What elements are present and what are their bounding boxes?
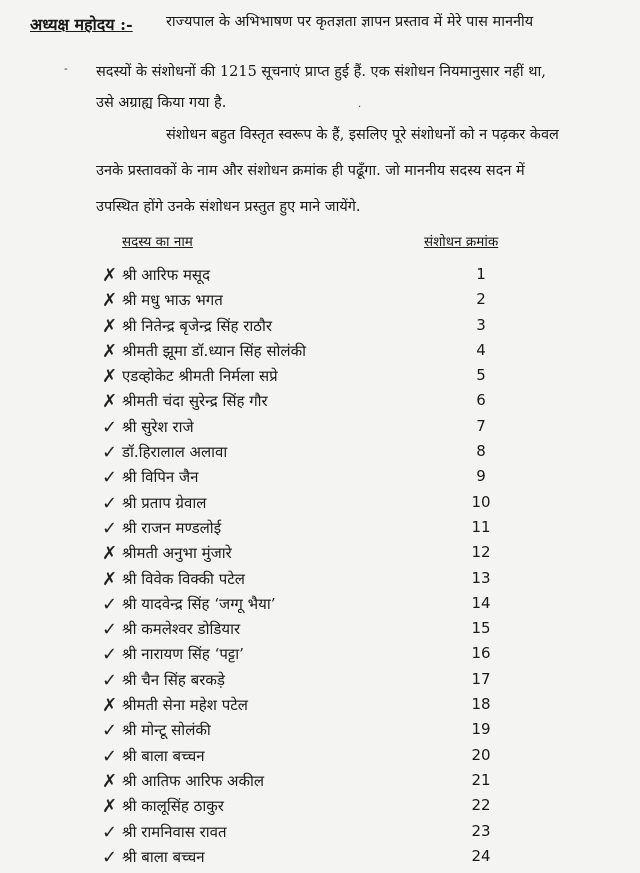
speaker-label: अध्यक्ष महोदय :- [30,15,133,34]
table-row [0,364,640,389]
amendment-number: 21 [471,770,491,789]
member-name: श्रीमती सेना महेश पटेल [122,696,248,715]
table-row [0,820,640,845]
table-row [0,567,640,592]
intro-line-2: सदस्यों के संशोधनों की 1215 सूचनाएं प्राप्त हुई हैं. एक संशोधन नियमानुसार नहीं था, [96,64,546,80]
amendment-number: 2 [476,290,486,309]
amendment-number: 18 [471,695,491,714]
amendment-number: 17 [471,669,491,688]
check-mark-icon: ✓ [102,720,118,742]
amendment-number: 13 [471,568,491,587]
member-name: श्रीमती चंदा सुरेन्द्र सिंह गौर [122,392,268,411]
amendment-number: 22 [471,796,491,815]
check-mark-icon: ✓ [102,821,118,843]
column-header-name: सदस्य का नाम [122,234,193,250]
cross-mark-icon: ✗ [102,695,118,717]
table-row [0,465,640,490]
member-name: श्री विपिन जैन [122,468,199,487]
table-row [0,415,640,440]
check-mark-icon: ✓ [102,644,118,666]
member-name: श्रीमती अनुभा मुंजारे [122,544,232,563]
amendment-number: 8 [476,442,486,461]
amendment-number: 10 [471,492,491,511]
member-name: श्री सुरेश राजे [122,417,194,436]
member-name: श्री बाला बच्चन [122,746,205,765]
member-name: श्री बाला बच्चन [122,847,205,866]
member-name: श्री आतिफ आरिफ अकील [122,771,265,790]
member-name: श्री नितेन्द्र बृजेन्द्र सिंह राठौर [122,316,272,335]
check-mark-icon: ✓ [102,619,118,641]
member-name: श्री कालूसिंह ठाकुर [122,797,224,816]
member-name: श्री चैन सिंह बरकड़े [122,670,225,689]
table-row [0,744,640,769]
cross-mark-icon: ✗ [102,568,118,590]
table-row [0,491,640,516]
amendment-number: 5 [476,366,486,385]
table-row [0,642,640,667]
table-row [0,314,640,339]
table-row [0,288,640,313]
amendment-number: 9 [476,467,486,486]
amendment-number: 20 [471,745,491,764]
member-name: श्री मोन्टू सोलंकी [122,721,211,740]
check-mark-icon: ✓ [102,745,118,767]
amendment-number: 24 [471,846,491,865]
member-name: श्री विवेक विक्की पटेल [122,569,245,588]
table-row [0,769,640,794]
check-mark-icon: ✓ [102,467,118,489]
check-mark-icon: ✓ [102,416,118,438]
table-row [0,592,640,617]
cross-mark-icon: ✗ [102,340,118,362]
member-name: श्रीमती झूमा डॉ.ध्यान सिंह सोलंकी [122,341,306,360]
member-name: श्री रामनिवास रावत [122,822,227,841]
check-mark-icon: ✓ [102,669,118,691]
amendment-number: 15 [471,619,491,638]
amendment-number: 19 [471,720,491,739]
member-name: श्री प्रताप ग्रेवाल [122,493,207,512]
table-row [0,617,640,642]
cross-mark-icon: ✗ [102,366,118,388]
check-mark-icon: ✓ [102,846,118,868]
cross-mark-icon: ✗ [102,265,118,286]
table-row [0,339,640,364]
member-name: श्री यादवेन्द्र सिंह ‘जग्गू भैया’ [122,594,276,613]
para2-line-2: उनके प्रस्तावकों के नाम और संशोधन क्रमांक ही पढूँगा. जो माननीय सदस्य सदन में [96,163,525,179]
member-name: श्री नारायण सिंह ‘पट्टा’ [122,645,244,664]
amendment-number: 16 [471,644,491,663]
table-row [0,516,640,541]
para2-line-1: संशोधन बहुत विस्तृत स्वरूप के हैं, इसलिए पूरे संशोधनों को न पढ़कर केवल [166,127,559,143]
member-name: एडव्होकेट श्रीमती निर्मला सप्रे [122,367,278,386]
table-row [0,541,640,566]
member-name: श्री राजन मण्डलोई [122,518,222,537]
table-row [0,668,640,693]
member-name: श्री मधु भाऊ भगत [122,291,223,310]
intro-line-1: राज्यपाल के अभिभाषण पर कृतज्ञता ज्ञापन प्रस्ताव में मेरे पास माननीय [166,14,534,30]
cross-mark-icon: ✗ [102,796,118,818]
check-mark-icon: ✓ [102,442,118,464]
member-list [0,263,640,870]
member-name: श्री कमलेश्वर डोडियार [122,620,241,639]
check-mark-icon: ✓ [102,492,118,514]
check-mark-icon: ✓ [102,593,118,615]
table-row [0,718,640,743]
amendment-number: 6 [476,391,486,410]
amendment-number: 3 [476,315,486,334]
cross-mark-icon: ✗ [102,543,118,565]
table-row [0,440,640,465]
table-row [0,845,640,870]
cross-mark-icon: ✗ [102,770,118,792]
amendment-number: 1 [476,265,486,283]
table-row [0,794,640,819]
table-row [0,263,640,288]
table-row [0,693,640,718]
cross-mark-icon: ✗ [102,290,118,312]
amendment-number: 11 [471,517,491,536]
member-name: श्री आरिफ मसूद [122,266,211,284]
check-mark-icon: ✓ [102,517,118,539]
amendment-number: 4 [476,340,486,359]
cross-mark-icon: ✗ [102,315,118,337]
table-row [0,389,640,414]
para2-line-3: उपस्थित होंगे उनके संशोधन प्रस्तुत हुए माने जायेंगे. [96,199,361,215]
amendment-number: 14 [471,593,491,612]
member-name: डॉ.हिरालाल अलावा [122,443,228,462]
amendment-number: 7 [476,416,486,435]
intro-line-3: उसे अग्राह्य किया गया है. [96,95,227,111]
margin-mark: - [64,62,68,75]
amendment-number: 12 [471,543,491,562]
cross-mark-icon: ✗ [102,391,118,413]
column-header-number: संशोधन क्रमांक [424,234,499,250]
stray-dot: . [358,99,362,110]
amendment-number: 23 [471,821,491,840]
